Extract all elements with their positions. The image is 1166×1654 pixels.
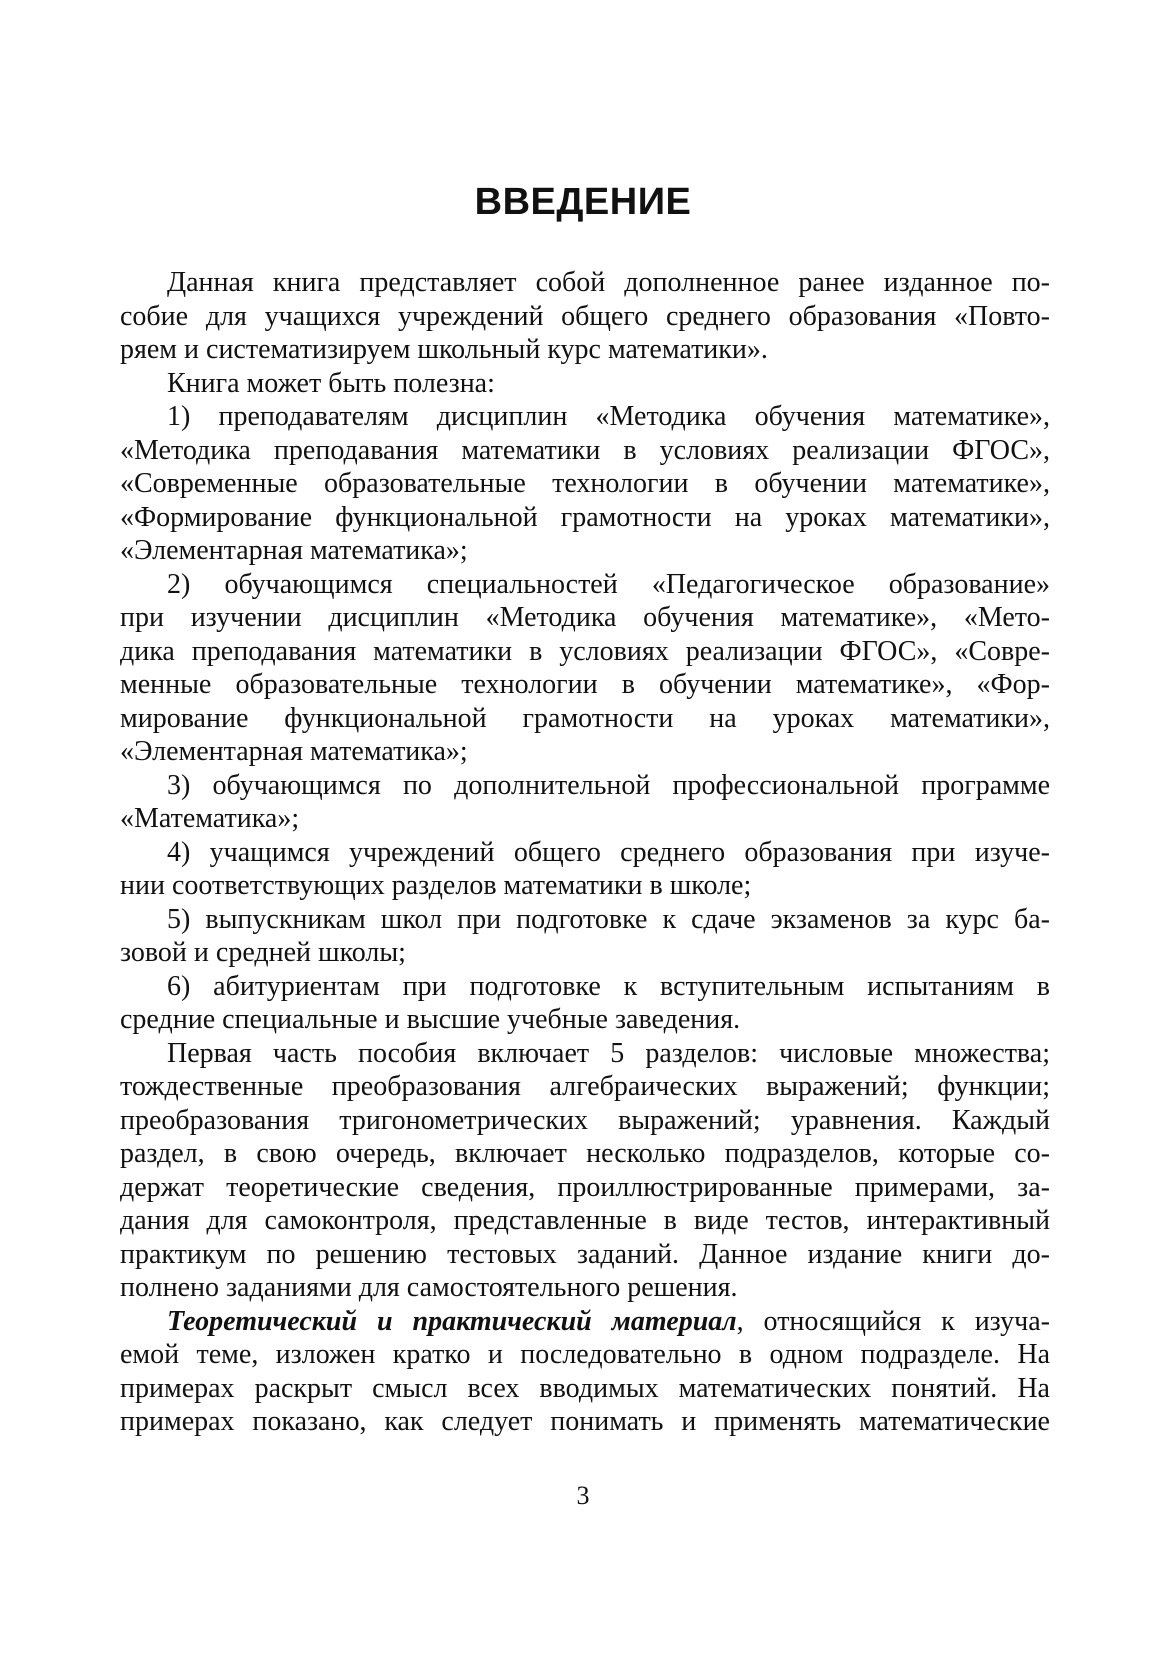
text-line-emphasis <box>120 1305 1050 1339</box>
text-line: 6) абитуриентам при подготовке к вступительным испытаниям в <box>167 970 1050 1002</box>
text-line: мирование функциональной грамотности на уроках математики», <box>120 702 1050 734</box>
text-line: зовой и средней школы; <box>120 937 406 968</box>
text-fragment: , относящийся к изуча- <box>736 1305 1050 1337</box>
text-line: «Математика»; <box>120 803 300 834</box>
text-line: емой теме, изложен кратко и последовательно в одном подразделе. На <box>120 1339 1050 1370</box>
text-line: практикум по решению тестовых заданий. Данное издание книги до- <box>120 1238 1050 1270</box>
text-line: «Формирование функциональной грамотности на уроках математики», <box>120 501 1050 533</box>
text-line: 2) обучающимся специальностей «Педагогическое образование» <box>167 568 1050 600</box>
text-line: дика преподавания математики в условиях реализации ФГОС», «Совре- <box>120 635 1050 667</box>
text-line: 1) преподавателям дисциплин «Методика обучения математике», <box>167 401 1050 432</box>
text-line: «Элементарная математика»; <box>120 736 468 767</box>
text-line: Данная книга представляет собой дополненное ранее изданное по- <box>167 267 1050 298</box>
text-line: 5) выпускникам школ при подготовке к сдаче экзаменов за курс ба- <box>167 903 1050 935</box>
text-line: «Элементарная математика»; <box>120 535 468 566</box>
text-line: «Современные образовательные технологии в обучении математике», <box>120 468 1050 499</box>
text-line: держат теоретические сведения, проиллюстрированные примерами, за- <box>120 1171 1050 1203</box>
text-line: ряем и систематизируем школьный курс математики». <box>120 334 768 365</box>
text-line: 4) учащимся учреждений общего среднего образования при изуче- <box>167 836 1050 868</box>
text-line: 3) обучающимся по дополнительной профессиональной программе <box>167 769 1050 801</box>
text-line: «Методика преподавания математики в условиях реализации ФГОС», <box>120 434 1050 466</box>
text-line: примерах показано, как следует понимать и применять математические <box>120 1406 1050 1437</box>
text-line: раздел, в свою очередь, включает несколько подразделов, которые со- <box>120 1138 1050 1169</box>
text-line: Первая часть пособия включает 5 разделов: числовые множества; <box>167 1037 1050 1069</box>
body-text <box>120 266 1050 1439</box>
text-line: дания для самоконтроля, представленные в виде тестов, интерактивный <box>120 1205 1050 1236</box>
text-line: преобразования тригонометрических выражений; уравнения. Каждый <box>120 1104 1050 1136</box>
text-line: менные образовательные технологии в обучении математике», «Фор- <box>120 669 1050 700</box>
text-line: примерах раскрыт смысл всех вводимых математических понятий. На <box>120 1372 1050 1404</box>
emphasized-phrase: Теоретический и практический материал <box>167 1305 737 1337</box>
text-line: собие для учащихся учреждений общего среднего образования «Повто- <box>120 300 1050 332</box>
text-line: при изучении дисциплин «Методика обучения математике», «Мето- <box>120 602 1050 633</box>
text-line: средние специальные и высшие учебные заведения. <box>120 1004 741 1035</box>
text-line: нии соответствующих разделов математики в школе; <box>120 870 752 901</box>
text-line: тождественные преобразования алгебраических выражений; функции; <box>120 1071 1050 1102</box>
text-line: полнено заданиями для самостоятельного решения. <box>120 1272 738 1303</box>
page-title: ВВЕДЕНИЕ <box>474 181 692 223</box>
page-number: 3 <box>576 1481 590 1510</box>
text-line: Книга может быть полезна: <box>167 367 495 399</box>
